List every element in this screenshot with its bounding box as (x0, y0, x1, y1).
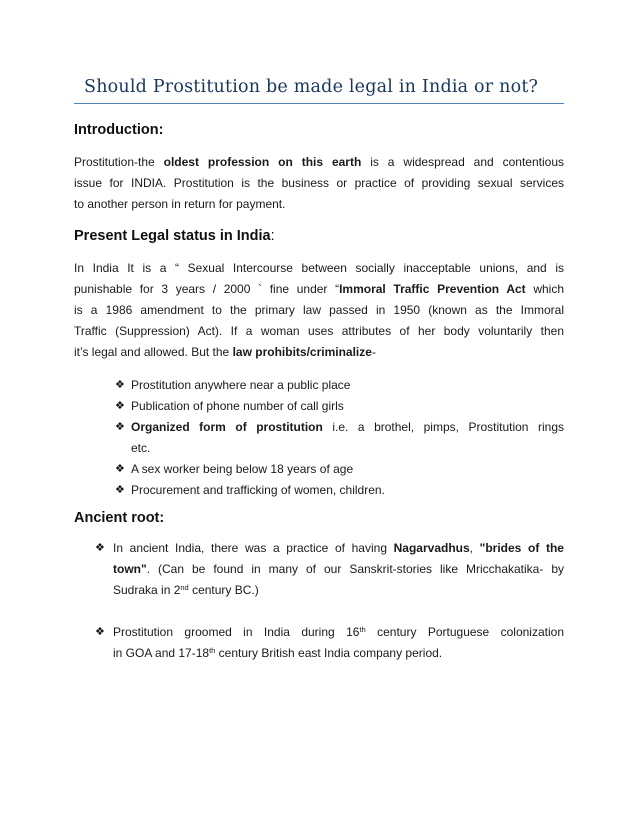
diamond-bullet-icon: ❖ (115, 484, 125, 496)
bold-text: law prohibits/criminalize (232, 345, 372, 359)
heading-colon: : (270, 228, 275, 244)
text-run: in GOA and 17-18 (113, 646, 210, 660)
text-run: - (371, 345, 376, 359)
list-item-text (113, 580, 259, 601)
text-line: Traffic (Suppression) Act). If a woman uses attributes of her body voluntarily then (74, 324, 564, 338)
bold-text: "brides of the (479, 541, 564, 555)
text-run: Prostitution groomed in India during 16 (113, 625, 360, 639)
text-run: , (469, 541, 480, 555)
text-line: issue for INDIA. Prostitution is the business or practice of providing sexual services (74, 176, 564, 190)
list-item-text: Publication of phone number of call girls (131, 399, 344, 413)
text-line (74, 342, 564, 363)
list-item-text: A sex worker being below 18 years of age (131, 462, 354, 476)
diamond-bullet-icon: ❖ (115, 400, 125, 412)
bold-text: town" (113, 562, 147, 576)
introduction-paragraph (74, 152, 564, 215)
page-title: Should Prostitution be made legal in India or not? (84, 77, 539, 97)
text-line (74, 152, 564, 173)
bold-text: Organized form of prostitution (131, 420, 323, 434)
heading-text: Present Legal status in India (74, 228, 271, 244)
bold-text: Nagarvadhus (393, 541, 470, 555)
text-line: is a 1986 amendment to the primary law passed in 1950 (known as the Immoral (74, 303, 564, 317)
text-run: Sudraka in 2 (113, 583, 181, 597)
title-underline (74, 103, 564, 104)
list-item-text (113, 643, 442, 664)
bold-text: oldest profession on this earth (163, 155, 362, 169)
text-line: In India It is a “ Sexual Intercourse between socially inacceptable unions, and is (74, 261, 564, 275)
text-run: is a widespread and contentious (361, 155, 564, 169)
text-run: century Portuguese colonization (365, 625, 564, 639)
list-item-text: Prostitution anywhere near a public place (131, 378, 351, 392)
text-line (74, 279, 564, 300)
superscript: th (209, 646, 216, 655)
text-run: which (525, 282, 565, 296)
text-run: Prostitution-the (74, 155, 164, 169)
text-run: century BC.) (188, 583, 259, 597)
text-line: to another person in return for payment. (74, 197, 286, 211)
superscript: th (359, 625, 366, 634)
legal-status-heading (74, 228, 275, 244)
list-item-text: etc. (131, 441, 151, 455)
text-run: . (Can be found in many of our Sanskrit-stories like Mricchakatika- by (146, 562, 564, 576)
text-run: punishable for 3 years / 2000 ` fine under “ (74, 282, 340, 296)
superscript: nd (180, 583, 189, 592)
text-run: it’s legal and allowed. But the (74, 345, 233, 359)
legal-status-paragraph (74, 258, 564, 363)
text-run: i.e. a brothel, pimps, Prostitution rings (322, 420, 565, 434)
list-item-text (113, 622, 564, 643)
diamond-bullet-icon: ❖ (115, 421, 125, 433)
introduction-heading: Introduction: (74, 122, 164, 138)
diamond-bullet-icon: ❖ (115, 379, 125, 391)
bold-text: Immoral Traffic Prevention Act (339, 282, 526, 296)
list-item-text (131, 417, 564, 438)
diamond-bullet-icon: ❖ (115, 463, 125, 475)
diamond-bullet-icon: ❖ (95, 626, 105, 638)
diamond-bullet-icon: ❖ (95, 542, 105, 554)
text-run: century British east India company period. (215, 646, 443, 660)
text-run: In ancient India, there was a practice of having (113, 541, 394, 555)
list-item-text (113, 538, 564, 559)
ancient-root-heading: Ancient root: (74, 510, 165, 526)
list-item-text (113, 559, 564, 580)
list-item-text: Procurement and trafficking of women, children. (131, 483, 385, 497)
